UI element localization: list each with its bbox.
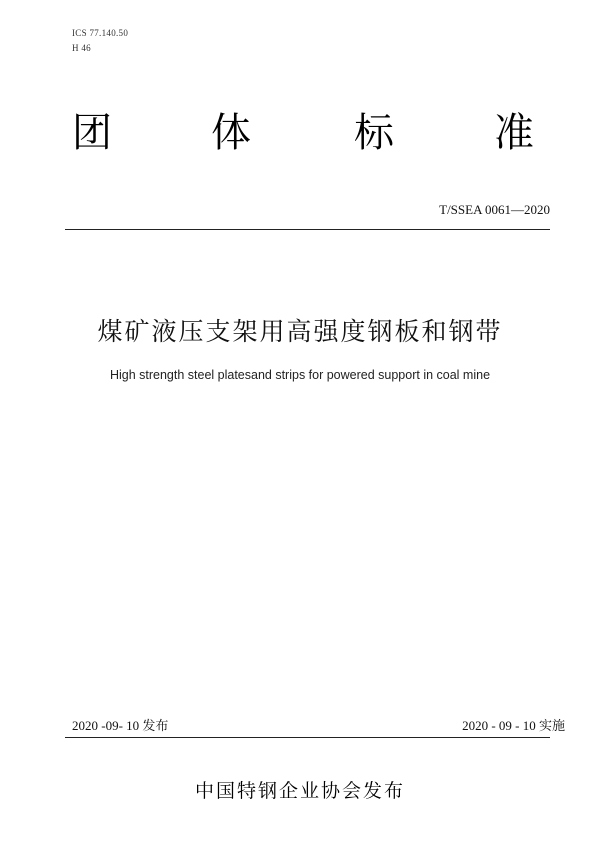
- doc-type-char: 准: [494, 110, 534, 156]
- doc-type-char: 标: [354, 110, 394, 156]
- chinese-title: 煤矿液压支架用高强度钢板和钢带: [97, 317, 503, 346]
- implementation-date: 2020 - 09 - 10 实施: [462, 718, 565, 733]
- publisher: 中国特钢企业协会发布: [194, 780, 405, 802]
- ics-code: ICS 77.140.50: [72, 28, 129, 38]
- top-divider: [65, 229, 550, 230]
- english-title: High strength steel platesand strips for powered support in coal mine: [109, 368, 491, 382]
- doc-type-char: 体: [211, 110, 251, 156]
- standard-number: T/SSEA 0061—2020: [439, 202, 550, 217]
- bottom-divider: [65, 737, 550, 738]
- doc-type-char: 团: [72, 110, 112, 156]
- issue-date: 2020 -09- 10 发布: [72, 718, 169, 733]
- ccs-code: H 46: [72, 43, 91, 53]
